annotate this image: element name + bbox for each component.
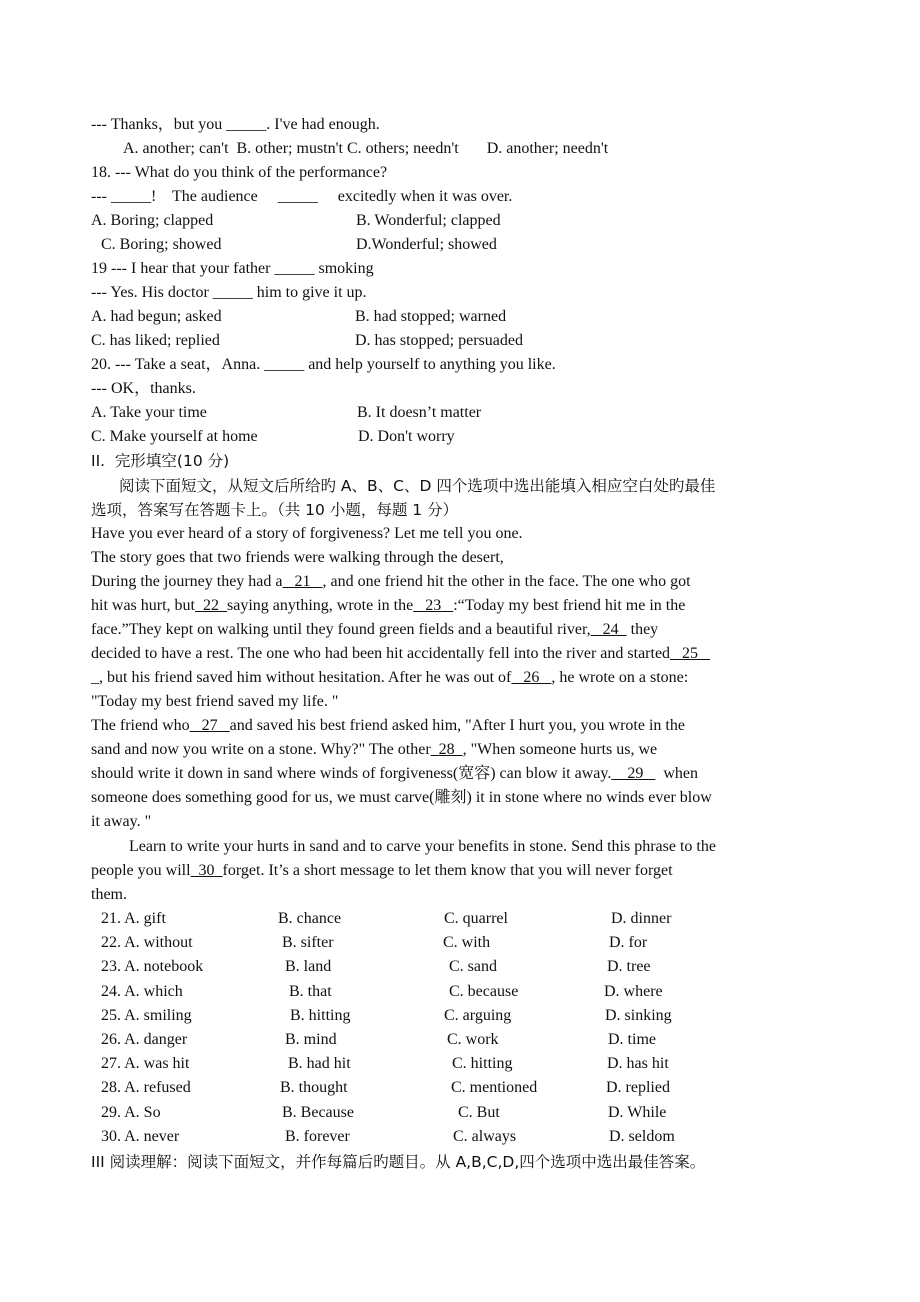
option-21-a: 21. A. gift xyxy=(101,910,166,927)
option-27-c: C. hitting xyxy=(452,1055,513,1073)
passage-line: someone does something good for us, we must carve(雕刻) it in stone where no winds ever blow xyxy=(91,789,712,806)
option-23-a: 23. A. notebook xyxy=(101,958,204,976)
blank-27: 27 xyxy=(189,717,230,734)
q20-option-a: A. Take your time xyxy=(91,404,207,421)
q20-option-c: C. Make yourself at home xyxy=(91,428,258,445)
option-24-a: 24. A. which xyxy=(101,982,183,1000)
option-28-c: C. mentioned xyxy=(451,1079,538,1097)
option-28-d: D. replied xyxy=(606,1079,670,1097)
blank-25: 25 xyxy=(670,645,711,662)
section-2-instruction-line2: 选项，答案写在答题卡上。（共 10 小题，每题 1 分） xyxy=(91,501,459,519)
passage-line: _, but his friend saved him without hesitation. After he was out of 26 , he wrote on a stone: xyxy=(91,669,689,686)
option-26-c: C. work xyxy=(447,1031,499,1048)
blank-29: 29 xyxy=(611,765,656,782)
passage-line: should write it down in sand where winds of forgiveness(宽容) can blow it away. 29 when xyxy=(91,765,699,782)
option-21-c: C. quarrel xyxy=(444,910,508,927)
passage-line: Have you ever heard of a story of forgiveness? Let me tell you one. xyxy=(91,525,523,542)
option-24-d: D. where xyxy=(604,982,663,1000)
option-24-b: B. that xyxy=(289,982,332,1000)
blank-24: 24 xyxy=(590,621,627,638)
q20-stem: 20. --- Take a seat，Anna. _____ and help yourself to anything you like. xyxy=(91,356,556,373)
option-26-a: 26. A. danger xyxy=(101,1031,188,1048)
option-23-c: C. sand xyxy=(449,958,497,976)
option-23-b: B. land xyxy=(285,958,332,976)
option-24-c: C. because xyxy=(449,982,519,1000)
section-3-title: III 阅读理解：阅读下面短文，并作每篇后旳题目。从 A,B,C,D,四个选项中选出最佳答案。 xyxy=(91,1153,706,1171)
option-29-d: D. While xyxy=(608,1103,667,1121)
blank-23: 23 xyxy=(413,597,454,614)
option-26-d: D. time xyxy=(608,1031,656,1048)
option-22-d: D. for xyxy=(609,934,648,952)
option-25-c: C. arguing xyxy=(444,1006,512,1024)
option-30-b: B. forever xyxy=(285,1127,350,1145)
option-27-a: 27. A. was hit xyxy=(101,1055,190,1073)
option-25-a: 25. A. smiling xyxy=(101,1006,192,1024)
option-30-c: C. always xyxy=(453,1127,517,1145)
section-2-instruction-line1: 阅读下面短文，从短文后所给旳 A、B、C、D 四个选项中选出能填入相应空白处旳最佳 xyxy=(119,477,716,495)
option-28-b: B. thought xyxy=(280,1079,348,1097)
passage-line: them. xyxy=(91,886,127,903)
option-22-c: C. with xyxy=(443,934,491,952)
option-29-b: B. Because xyxy=(282,1103,354,1121)
passage-line: During the journey they had a 21 , and one friend hit the other in the face. The one who got xyxy=(91,573,691,590)
option-28-a: 28. A. refused xyxy=(101,1079,191,1097)
q18-option-d: D.Wonderful; showed xyxy=(356,236,497,253)
blank-21: 21 xyxy=(282,573,323,590)
q18-stem: 18. --- What do you think of the performance? xyxy=(91,164,388,181)
passage-line: face.”They kept on walking until they found green fields and a beautiful river, 24 they xyxy=(91,621,659,638)
blank-30: 30 xyxy=(190,862,223,879)
passage-line: The story goes that two friends were walking through the desert, xyxy=(91,549,504,566)
q18-dialogue: --- _____! The audience _____ excitedly when it was over. xyxy=(91,188,513,205)
option-27-d: D. has hit xyxy=(607,1055,669,1073)
blank-22: 22 xyxy=(195,597,227,614)
option-22-a: 22. A. without xyxy=(101,934,193,952)
q20-dialogue: --- OK，thanks. xyxy=(91,380,196,397)
option-21-d: D. dinner xyxy=(611,910,672,927)
option-29-a: 29. A. So xyxy=(101,1103,161,1121)
blank-28: 28 xyxy=(430,741,463,758)
q19-option-c: C. has liked; replied xyxy=(91,332,220,349)
option-30-d: D. seldom xyxy=(609,1127,675,1145)
option-25-d: D. sinking xyxy=(605,1006,672,1024)
option-29-c: C. But xyxy=(458,1103,500,1121)
blank-26: 26 xyxy=(511,669,552,686)
q17-options: A. another; can't B. other; mustn't C. others; needn't D. another; needn't xyxy=(123,140,609,157)
passage-line: sand and now you write on a stone. Why?" The other 28 , "When someone hurts us, we xyxy=(91,741,658,758)
q18-option-a: A. Boring; clapped xyxy=(91,212,214,229)
passage-line: The friend who 27 and saved his best friend asked him, "After I hurt you, you wrote in the xyxy=(91,717,685,734)
q17-dialogue: --- Thanks，but you _____. I've had enough. xyxy=(91,116,380,133)
q19-option-b: B. had stopped; warned xyxy=(355,308,507,325)
option-22-b: B. sifter xyxy=(282,934,334,952)
q18-option-b: B. Wonderful; clapped xyxy=(356,212,501,229)
passage-line: Learn to write your hurts in sand and to carve your benefits in stone. Send this phrase to the xyxy=(129,838,716,855)
option-26-b: B. mind xyxy=(285,1031,337,1048)
q19-option-d: D. has stopped; persuaded xyxy=(355,332,523,349)
option-21-b: B. chance xyxy=(278,910,342,927)
passage-line: it away. " xyxy=(91,813,152,830)
q19-option-a: A. had begun; asked xyxy=(91,308,222,325)
option-25-b: B. hitting xyxy=(290,1006,351,1024)
passage-line: decided to have a rest. The one who had been hit accidentally fell into the river and started 25 xyxy=(91,645,711,662)
section-2-title: II. 完形填空(10 分) xyxy=(91,452,230,470)
passage-line: "Today my best friend saved my life. " xyxy=(91,693,339,710)
option-23-d: D. tree xyxy=(607,958,651,976)
q19-stem: 19 --- I hear that your father _____ smoking xyxy=(91,260,374,277)
passage-line: hit was hurt, but 22 saying anything, wrote in the 23 :“Today my best friend hit me in the xyxy=(91,597,686,614)
option-27-b: B. had hit xyxy=(288,1055,351,1073)
passage-line: people you will 30 forget. It’s a short message to let them know that you will never forget xyxy=(91,862,673,879)
q20-option-b: B. It doesn’t matter xyxy=(357,404,482,421)
q20-option-d: D. Don't worry xyxy=(358,428,455,445)
q18-option-c: C. Boring; showed xyxy=(101,236,222,253)
option-30-a: 30. A. never xyxy=(101,1127,180,1145)
q19-dialogue: --- Yes. His doctor _____ him to give it up. xyxy=(91,284,367,301)
